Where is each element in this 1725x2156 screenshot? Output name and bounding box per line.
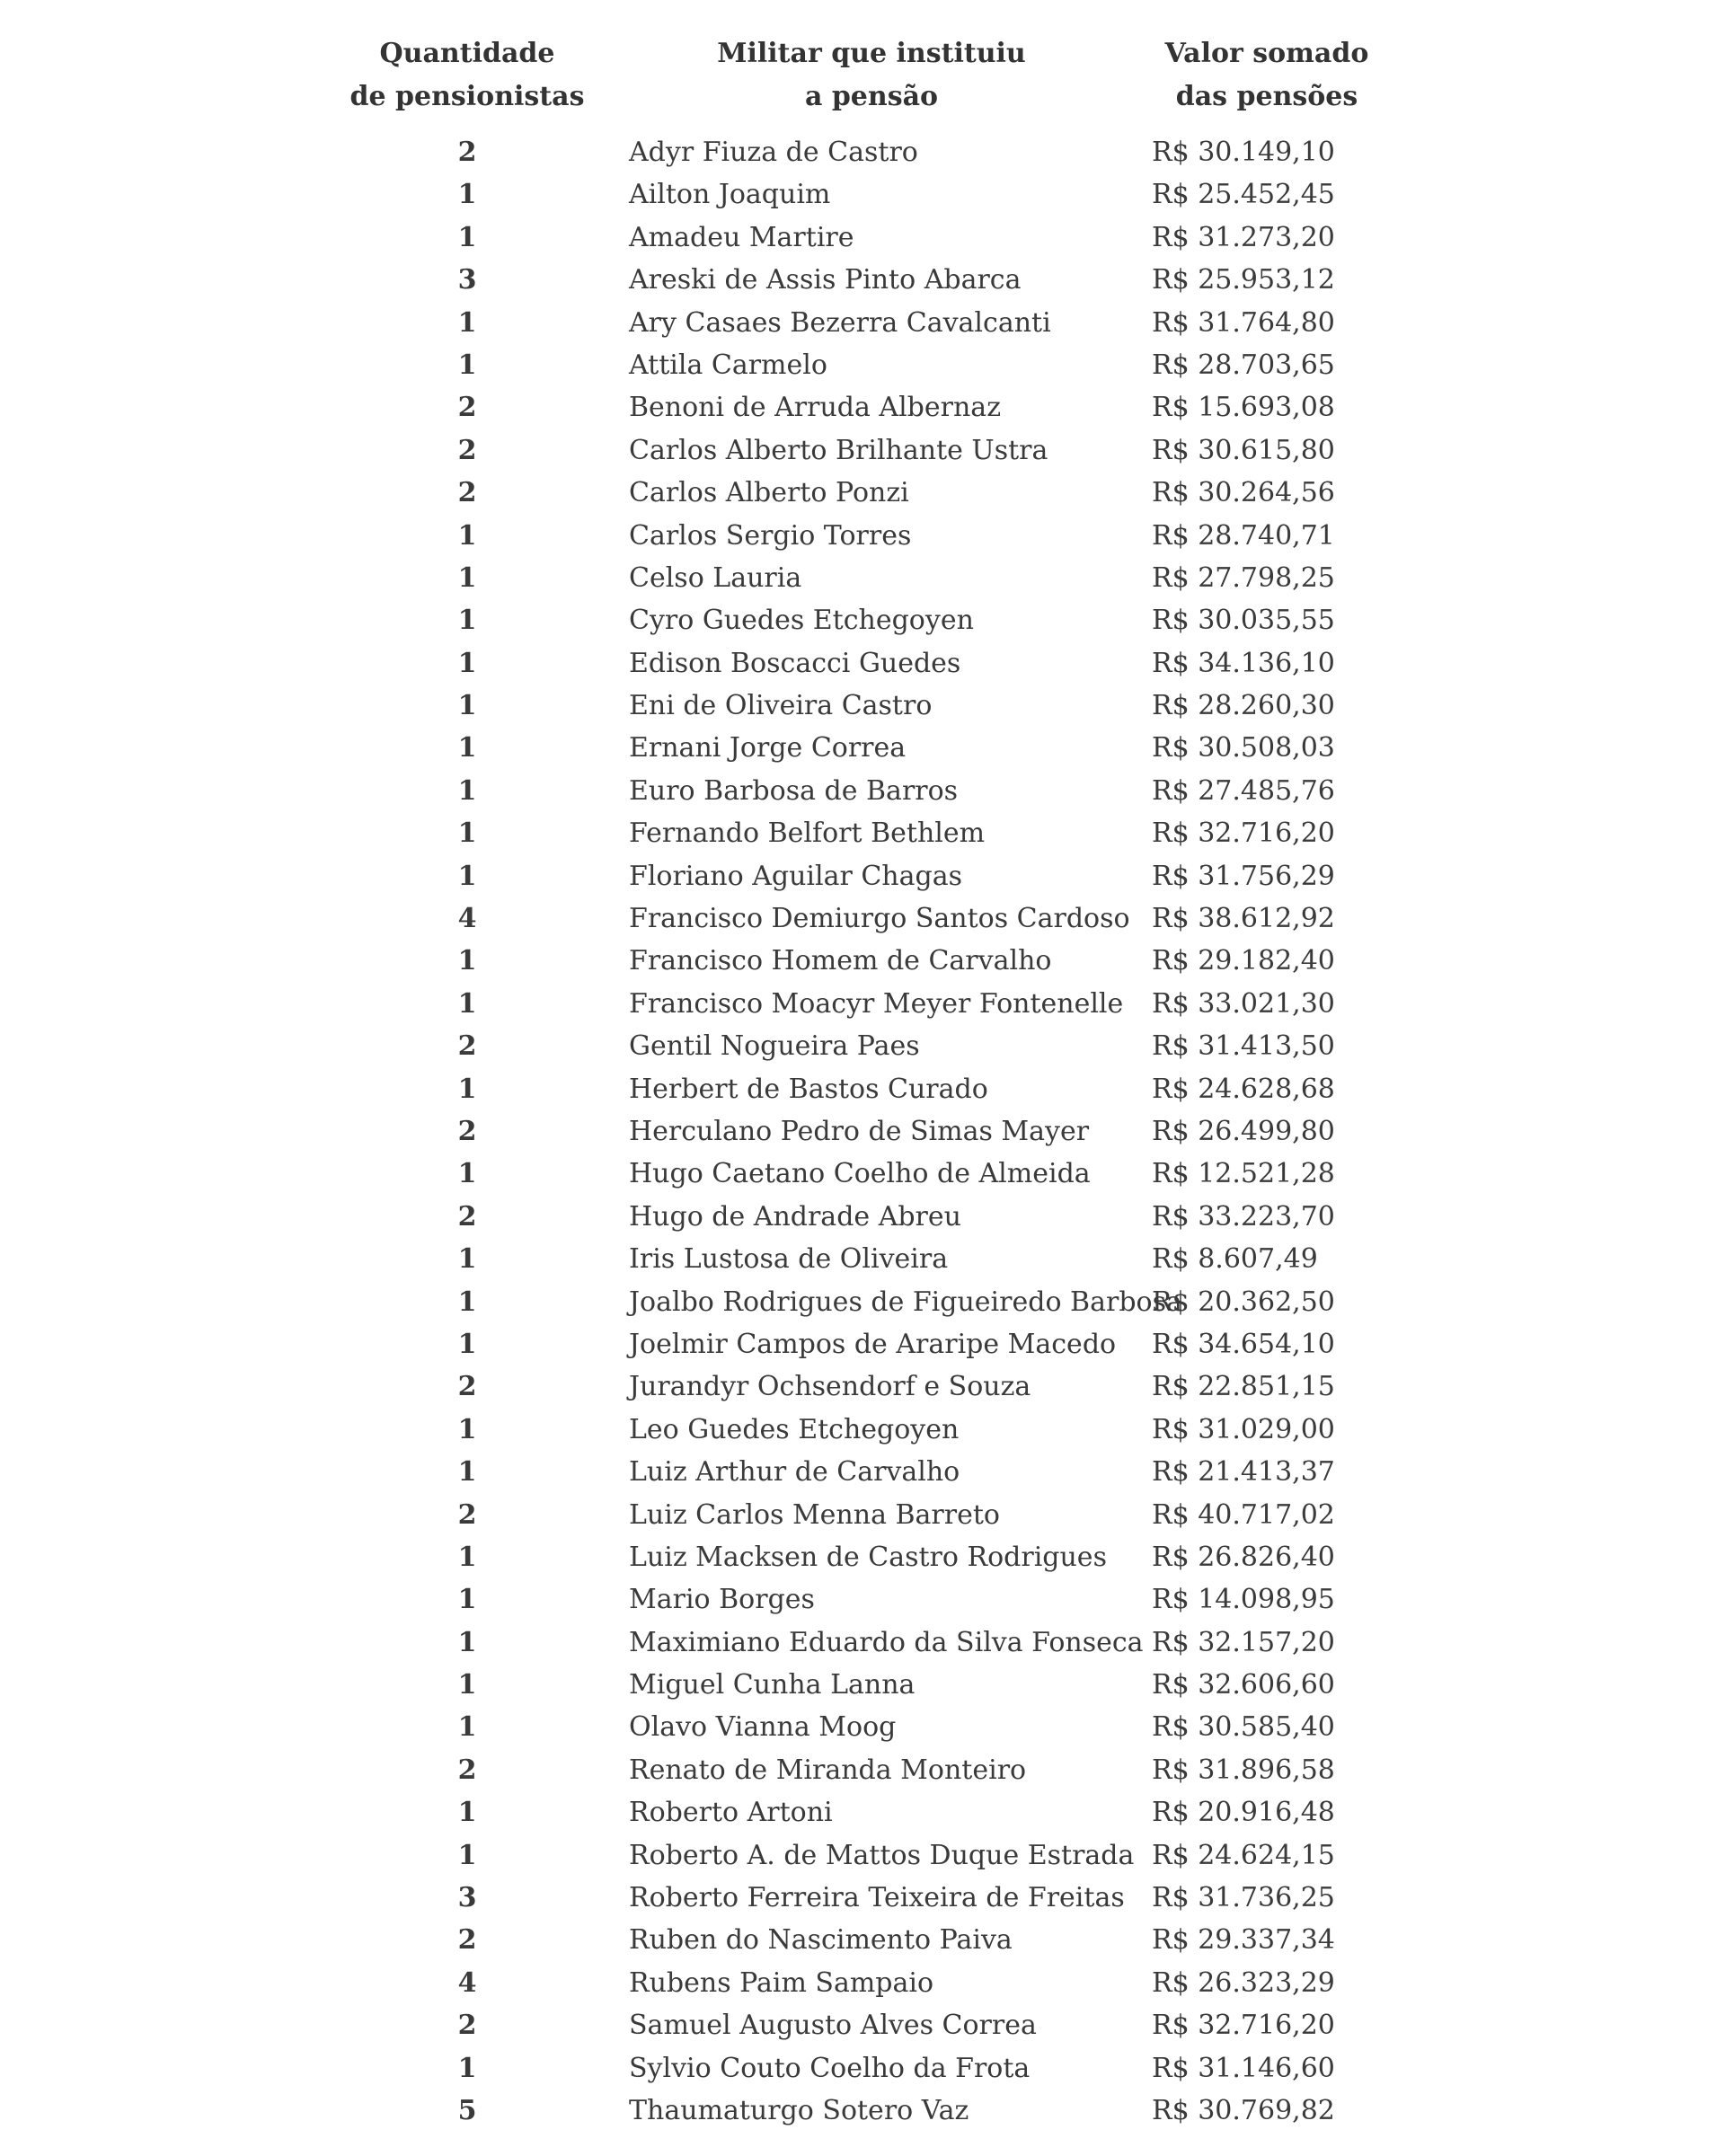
table-row	[0, 1962, 1725, 2004]
military-name: Hugo de Andrade Abreu	[629, 1200, 961, 1233]
table-row	[0, 2090, 1725, 2132]
pensioner-count: 1	[457, 774, 477, 807]
column-header-value-line-1: Valor somado	[1164, 38, 1369, 69]
pension-total-value: R$ 38.612,92	[1152, 903, 1335, 935]
pensioner-count: 3	[457, 1882, 477, 1914]
table-row	[0, 855, 1725, 897]
pension-total-value: R$ 31.413,50	[1152, 1030, 1335, 1063]
military-name: Gentil Nogueira Paes	[629, 1030, 920, 1063]
pension-total-value: R$ 15.693,08	[1152, 392, 1335, 424]
military-name: Attila Carmelo	[629, 349, 827, 381]
table-row	[0, 897, 1725, 940]
military-name: Ernani Jorge Correa	[629, 732, 907, 764]
pensioner-count: 1	[457, 306, 477, 339]
pensioner-count: 1	[457, 561, 477, 594]
pension-total-value: R$ 30.035,55	[1152, 605, 1335, 637]
pensioner-count: 1	[457, 1286, 477, 1318]
military-name: Luiz Carlos Menna Barreto	[629, 1498, 1000, 1531]
military-name: Rubens Paim Sampaio	[629, 1966, 934, 1999]
military-name: Joalbo Rodrigues de Figueiredo Barbosa	[629, 1286, 1182, 1318]
pensioner-count: 1	[457, 1158, 477, 1190]
pension-total-value: R$ 29.337,34	[1152, 1924, 1335, 1957]
pensioner-count: 2	[457, 1371, 477, 1403]
table-row	[0, 1706, 1725, 1748]
military-name: Thaumaturgo Sotero Vaz	[629, 2094, 969, 2126]
military-name: Eni de Oliveira Castro	[629, 690, 933, 722]
pension-total-value: R$ 30.769,82	[1152, 2094, 1335, 2126]
table-row	[0, 727, 1725, 769]
column-header-quantity-line-2: de pensionistas	[349, 81, 585, 112]
table-row	[0, 131, 1725, 173]
pension-total-value: R$ 34.654,10	[1152, 1328, 1335, 1360]
military-name: Luiz Macksen de Castro Rodrigues	[629, 1541, 1107, 1573]
pension-total-value: R$ 31.896,58	[1152, 1754, 1335, 1786]
pension-total-value: R$ 33.223,70	[1152, 1200, 1335, 1233]
military-name: Adyr Fiuza de Castro	[629, 137, 918, 168]
pensioner-count: 1	[457, 1839, 477, 1871]
pension-total-value: R$ 30.585,40	[1152, 1711, 1335, 1744]
pensioner-count: 1	[457, 221, 477, 253]
table-row	[0, 173, 1725, 216]
pension-total-value: R$ 32.606,60	[1152, 1669, 1335, 1701]
pension-total-value: R$ 20.916,48	[1152, 1797, 1335, 1829]
pensioner-count: 4	[457, 903, 477, 935]
pension-total-value: R$ 24.624,15	[1152, 1839, 1335, 1871]
pensioner-count: 2	[457, 2010, 477, 2042]
pensioner-count: 2	[457, 1924, 477, 1957]
military-name: Francisco Demiurgo Santos Cardoso	[629, 903, 1130, 935]
military-name: Herbert de Bastos Curado	[629, 1073, 988, 1105]
pension-total-value: R$ 32.157,20	[1152, 1626, 1335, 1658]
military-name: Joelmir Campos de Araripe Macedo	[629, 1328, 1117, 1360]
military-name: Cyro Guedes Etchegoyen	[629, 605, 974, 637]
military-name: Carlos Alberto Ponzi	[629, 477, 909, 509]
pension-total-value: R$ 31.756,29	[1152, 860, 1335, 892]
column-header-military-line-2: a pensão	[804, 81, 939, 112]
military-name: Leo Guedes Etchegoyen	[629, 1413, 960, 1445]
pensioner-count: 1	[457, 1328, 477, 1360]
pension-total-value: R$ 14.098,95	[1152, 1584, 1335, 1616]
pension-total-value: R$ 28.260,30	[1152, 690, 1335, 722]
pensioner-count: 2	[457, 392, 477, 424]
pensioner-count: 1	[457, 1584, 477, 1616]
pension-total-value: R$ 29.182,40	[1152, 945, 1335, 977]
pension-total-value: R$ 21.413,37	[1152, 1456, 1335, 1489]
military-name: Areski de Assis Pinto Abarca	[629, 264, 1022, 296]
military-name: Celso Lauria	[629, 561, 802, 594]
pension-total-value: R$ 20.362,50	[1152, 1286, 1335, 1318]
pension-total-value: R$ 31.764,80	[1152, 306, 1335, 339]
pensioner-count: 1	[457, 179, 477, 211]
table-row	[0, 1153, 1725, 1195]
pension-total-value: R$ 26.499,80	[1152, 1115, 1335, 1147]
military-name: Edison Boscacci Guedes	[629, 647, 961, 679]
pension-total-value: R$ 28.703,65	[1152, 349, 1335, 381]
pensioner-count: 2	[457, 137, 477, 168]
table-row	[0, 685, 1725, 727]
military-name: Roberto A. de Mattos Duque Estrada	[629, 1839, 1135, 1871]
pension-total-value: R$ 30.508,03	[1152, 732, 1335, 764]
table-row	[0, 1791, 1725, 1833]
military-name: Francisco Homem de Carvalho	[629, 945, 1052, 977]
military-name: Roberto Ferreira Teixeira de Freitas	[629, 1882, 1125, 1914]
military-name: Iris Lustosa de Oliveira	[629, 1243, 949, 1276]
table-row	[0, 1025, 1725, 1067]
pensioner-count: 1	[457, 1711, 477, 1744]
table-row	[0, 216, 1725, 259]
pensioner-count: 1	[457, 1413, 477, 1445]
military-name: Fernando Belfort Bethlem	[629, 817, 986, 850]
pension-total-value: R$ 26.323,29	[1152, 1966, 1335, 1999]
table-row	[0, 642, 1725, 685]
pensioner-count: 1	[457, 732, 477, 764]
table-row	[0, 812, 1725, 854]
military-name: Carlos Alberto Brilhante Ustra	[629, 434, 1048, 466]
table-row	[0, 1323, 1725, 1365]
pension-total-value: R$ 31.736,25	[1152, 1882, 1335, 1914]
table-row	[0, 1409, 1725, 1451]
column-header-quantity-line-1: Quantidade	[379, 38, 555, 69]
military-name: Benoni de Arruda Albernaz	[629, 392, 1001, 424]
pension-total-value: R$ 24.628,68	[1152, 1073, 1335, 1105]
pension-total-value: R$ 31.146,60	[1152, 2052, 1335, 2084]
pension-total-value: R$ 30.615,80	[1152, 434, 1335, 466]
table-row	[0, 1621, 1725, 1664]
pensioner-count: 2	[457, 1498, 477, 1531]
pensioner-count: 1	[457, 349, 477, 381]
pensioner-count: 1	[457, 1626, 477, 1658]
table-row	[0, 344, 1725, 386]
table-row	[0, 1877, 1725, 1919]
pensioner-count: 2	[457, 1754, 477, 1786]
table-row	[0, 557, 1725, 599]
pensioner-count: 1	[457, 1669, 477, 1701]
pensioner-count: 2	[457, 434, 477, 466]
pension-total-value: R$ 27.485,76	[1152, 774, 1335, 807]
table-row	[0, 2004, 1725, 2046]
pensioner-count: 2	[457, 1200, 477, 1233]
pensioner-count: 1	[457, 1456, 477, 1489]
table-row	[0, 302, 1725, 344]
pensioner-count: 1	[457, 690, 477, 722]
table-row	[0, 770, 1725, 812]
table-body	[0, 131, 1725, 2132]
military-name: Samuel Augusto Alves Correa	[629, 2010, 1037, 2042]
military-name: Floriano Aguilar Chagas	[629, 860, 963, 892]
pensioner-count: 1	[457, 817, 477, 850]
military-name: Ruben do Nascimento Paiva	[629, 1924, 1013, 1957]
table-row	[0, 1451, 1725, 1493]
pension-total-value: R$ 34.136,10	[1152, 647, 1335, 679]
table-row	[0, 1749, 1725, 1791]
military-name: Maximiano Eduardo da Silva Fonseca	[629, 1626, 1144, 1658]
column-header-military-line-1: Militar que instituiu	[717, 38, 1026, 69]
pensioner-count: 1	[457, 987, 477, 1020]
pension-total-value: R$ 25.452,45	[1152, 179, 1335, 211]
pension-total-value: R$ 30.264,56	[1152, 477, 1335, 509]
table-row	[0, 472, 1725, 514]
table-row	[0, 1834, 1725, 1877]
table-row	[0, 1281, 1725, 1323]
military-name: Ary Casaes Bezerra Cavalcanti	[629, 306, 1051, 339]
pension-total-value: R$ 22.851,15	[1152, 1371, 1335, 1403]
military-name: Hugo Caetano Coelho de Almeida	[629, 1158, 1091, 1190]
pensioner-count: 1	[457, 1541, 477, 1573]
pension-total-value: R$ 33.021,30	[1152, 987, 1335, 1020]
table-row	[0, 1110, 1725, 1153]
table-row	[0, 983, 1725, 1025]
pensioner-count: 1	[457, 1073, 477, 1105]
military-name: Francisco Moacyr Meyer Fontenelle	[629, 987, 1124, 1020]
table-row	[0, 1238, 1725, 1280]
pension-total-value: R$ 12.521,28	[1152, 1158, 1335, 1190]
table-row	[0, 259, 1725, 301]
table-row	[0, 1664, 1725, 1706]
military-name: Ailton Joaquim	[629, 179, 831, 211]
military-name: Sylvio Couto Coelho da Frota	[629, 2052, 1031, 2084]
table-row	[0, 429, 1725, 472]
pensioner-count: 1	[457, 1243, 477, 1276]
pensioner-count: 1	[457, 605, 477, 637]
military-name: Renato de Miranda Monteiro	[629, 1754, 1027, 1786]
pensioner-count: 1	[457, 860, 477, 892]
table-row	[0, 1365, 1725, 1408]
table-row	[0, 1919, 1725, 1961]
table-row	[0, 1494, 1725, 1536]
pensioner-count: 2	[457, 1115, 477, 1147]
table-row	[0, 515, 1725, 557]
pensioner-count: 2	[457, 1030, 477, 1063]
pension-total-value: R$ 28.740,71	[1152, 519, 1335, 552]
pensioner-count: 1	[457, 2052, 477, 2084]
pensioner-count: 1	[457, 945, 477, 977]
military-name: Carlos Sergio Torres	[629, 519, 912, 552]
pension-total-value: R$ 31.029,00	[1152, 1413, 1335, 1445]
pensioner-count: 1	[457, 519, 477, 552]
table-row	[0, 2047, 1725, 2090]
pensioner-count: 2	[457, 477, 477, 509]
military-name: Olavo Vianna Moog	[629, 1711, 897, 1744]
pension-total-value: R$ 32.716,20	[1152, 817, 1335, 850]
military-name: Amadeu Martire	[629, 221, 854, 253]
pension-total-value: R$ 8.607,49	[1152, 1243, 1318, 1276]
column-header-value-line-2: das pensões	[1175, 81, 1358, 112]
military-name: Jurandyr Ochsendorf e Souza	[629, 1371, 1031, 1403]
pensioner-count: 1	[457, 647, 477, 679]
military-name: Miguel Cunha Lanna	[629, 1669, 916, 1701]
pension-total-value: R$ 25.953,12	[1152, 264, 1335, 296]
pension-total-value: R$ 32.716,20	[1152, 2010, 1335, 2042]
pensioner-count: 1	[457, 1797, 477, 1829]
table-row	[0, 1196, 1725, 1238]
table-row	[0, 1578, 1725, 1621]
table-row	[0, 1068, 1725, 1110]
pension-total-value: R$ 27.798,25	[1152, 561, 1335, 594]
military-name: Luiz Arthur de Carvalho	[629, 1456, 960, 1489]
table-row	[0, 940, 1725, 982]
pensioner-count: 3	[457, 264, 477, 296]
pension-total-value: R$ 26.826,40	[1152, 1541, 1335, 1573]
pension-total-value: R$ 40.717,02	[1152, 1498, 1335, 1531]
pensioner-count: 5	[457, 2094, 477, 2126]
pension-total-value: R$ 31.273,20	[1152, 221, 1335, 253]
table-row	[0, 599, 1725, 641]
pensioner-count: 4	[457, 1966, 477, 1999]
table-row	[0, 1536, 1725, 1578]
column-header-value	[1132, 32, 1402, 119]
table-row	[0, 386, 1725, 429]
military-name: Roberto Artoni	[629, 1797, 833, 1829]
column-header-military	[692, 32, 1051, 119]
column-header-quantity	[332, 32, 602, 119]
military-name: Euro Barbosa de Barros	[629, 774, 959, 807]
pension-total-value: R$ 30.149,10	[1152, 137, 1335, 168]
military-name: Herculano Pedro de Simas Mayer	[629, 1115, 1090, 1147]
military-name: Mario Borges	[629, 1584, 815, 1616]
